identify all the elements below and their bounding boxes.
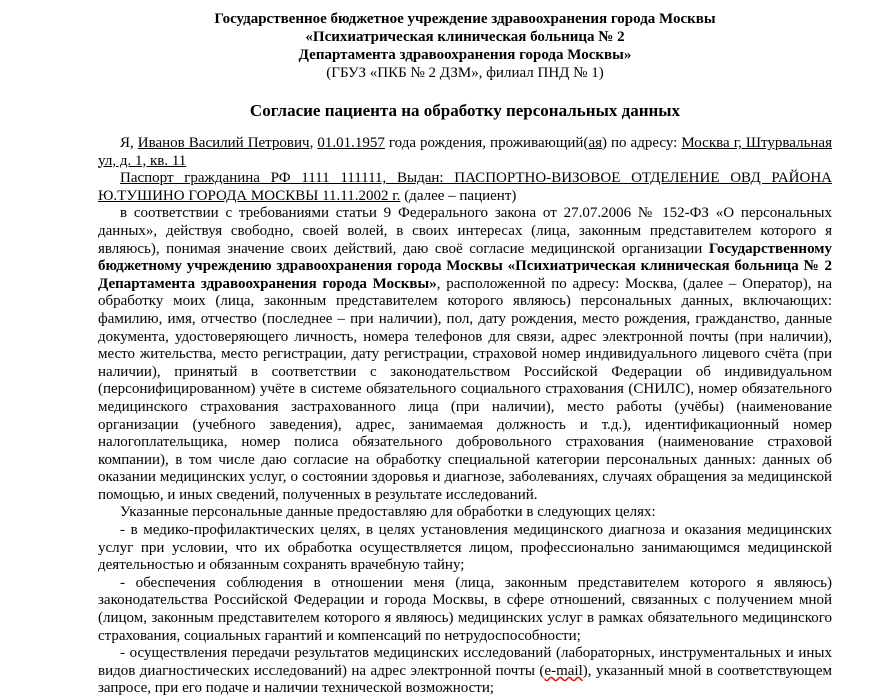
institution-header xyxy=(98,10,832,82)
purpose-item-legal: - обеспечения соблюдения в отношении меня (лица, законным представителем которого я являюсь) законодательства Российской Федерации и города Москвы, в сфере отношений, связанных с получением мной (лицом, законным представителем которого я являюсь) медицинских услуг в рамках обязательного медицинского страхования, социальных гарантий и компенсаций по нетрудоспособности; xyxy=(98,574,832,644)
purposes-intro-paragraph: Указанные персональные данные предоставляю для обработки в следующих целях: xyxy=(120,504,656,521)
patient-address: Москва г, Штурвальная ул, д. 1, кв. 11 xyxy=(98,135,832,169)
patient-name: Иванов Василий Петрович xyxy=(137,135,310,151)
patient-identity-paragraph: Я, Иванов Василий Петрович, 01.01.1957 года рождения, проживающий(ая) по адресу: Москва г, Штурвальная ул, д. 1, кв. 11 xyxy=(98,135,832,169)
patient-birth-suffix: года рождения, проживающий( xyxy=(384,135,589,151)
header-line-3: Департамента здравоохранения города Москвы» xyxy=(298,47,632,63)
document-body xyxy=(98,135,832,698)
patient-prefix: Я, xyxy=(120,135,138,151)
patient-address-prefix: ) по адресу: xyxy=(602,135,682,151)
patient-passport-paragraph xyxy=(98,170,832,205)
consent-main-paragraph xyxy=(98,205,832,504)
consent-text-b: , расположенной по адресу: Москва, (далее – Оператор), на обработку моих (лица, законным представителем которого являюсь) персональных данных, включающих: фамилию, имя, отчество (последнее – при наличии), пол, дату рождения, место рождения, гражданство, данные документа, удостоверяющего личность, номера телефонов для связи, адрес электронной почты (при наличии), место жительства, место регистрации, дату регистрации, страховой номер индивидуального лицевого счёта (при наличии), принятый в соответствии с законодательством Российской Федерации об индивидуальном (персонифицированном) учёте в системе обязательного социального страхования (СНИЛС), номер обязательного медицинского страхования застрахованного лица (при наличии), место работы (учёбы) (наименование организации (учебного заведения), адрес, занимаемая должность и т.д.), идентификационный номер налогоплательщика, номер полиса обязательного добровольного страхования (наименование страховой компании), в том числе даю согласие на обработку специальной категории персональных данных: данных об оказании медицинских услуг, о состоянии здоровья и диагнозе, заболеваниях, случаях обращения за медицинской помощью, и иных сведений, полученных в результате исследований. xyxy=(98,275,832,503)
operator-organization-name: Государственному бюджетному учреждению здравоохранения города Москвы «Психиатрическая клиническая больница № 2 Департамента здравоохранения города Москвы» xyxy=(98,240,832,292)
patient-passport-suffix: (далее – пациент) xyxy=(400,187,517,204)
header-line-2: «Психиатрическая клиническая больница № 2 xyxy=(305,29,625,45)
patient-birth-date: 01.01.1957 xyxy=(317,135,385,151)
header-line-4: (ГБУЗ «ПКБ № 2 ДЗМ», филиал ПНД № 1) xyxy=(326,65,604,81)
consent-text-a: в соответствии с требованиями статьи 9 Федерального закона от 27.07.2006 № 152-ФЗ «О персональных данных», действуя свободно, своей волей, в своих интересах (лица, законным представителем которого я являюсь), понимая значение своих действий, даю своё согласие медицинской организации xyxy=(98,205,832,257)
email-term: e-mail xyxy=(544,662,583,679)
document-title: Согласие пациента на обработку персональных данных xyxy=(249,101,681,120)
header-line-1: Государственное бюджетное учреждение здравоохранения города Москвы xyxy=(214,11,716,27)
purpose-item-email-results xyxy=(98,645,832,698)
patient-gender-mark: ая xyxy=(588,135,602,151)
patient-passport: Паспорт гражданина РФ 1111 111111, Выдан: ПАСПОРТНО-ВИЗОВОЕ ОТДЕЛЕНИЕ ОВД РАЙОНА Ю.ТУШИНО ГОРОДА МОСКВЫ 11.11.2002 г. xyxy=(98,170,832,204)
purpose-item-medical: - в медико-профилактических целях, в целях установления медицинского диагноза и оказания медицинских услуг при условии, что их обработка осуществляется лицом, профессионально занимающимся медицинской деятельностью и обязанным сохранять врачебную тайну; xyxy=(98,522,832,574)
email-purpose-text-a: - осуществления передачи результатов медицинских исследований (лабораторных, инструментальных и иных видов диагностических исследований) на адрес электронной почты ( xyxy=(98,645,832,679)
email-purpose-text-b: ), указанный мной в соответствующем запросе, при его подаче и наличии технической возможности; xyxy=(98,662,833,697)
document-page xyxy=(98,10,832,698)
